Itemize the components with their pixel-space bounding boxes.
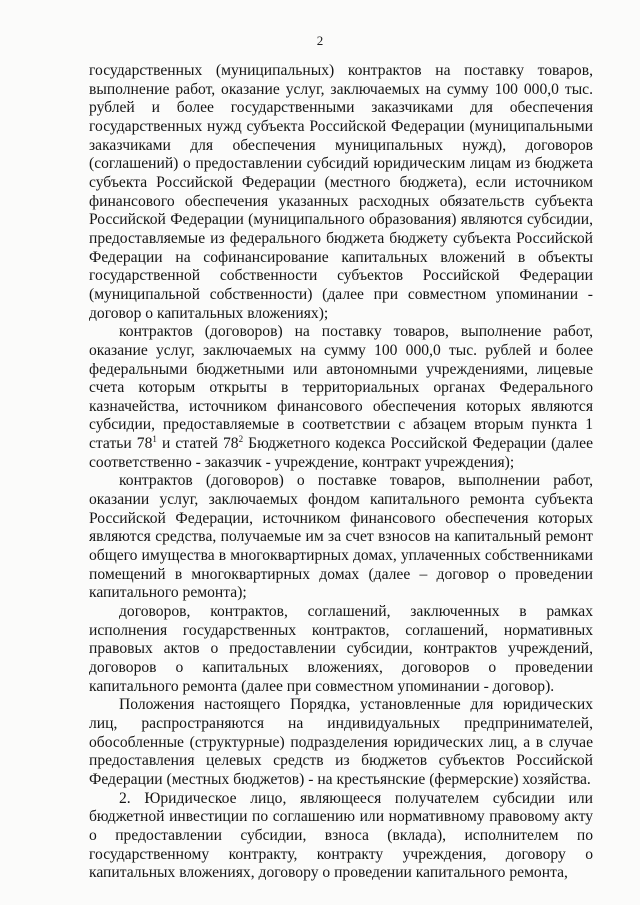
paragraph-contracts-subjects: государственных (муниципальных) контрактов на поставку товаров, выполнение работ, оказание услуг, заключаемых на сумму 100 000,0 тыс. рублей и более государственными заказчиками для обеспечения государственных нужд субъекта Российской Федерации (муниципальными заказчиками для обеспечения муниципальных нужд), договоров (соглашений) о предоставлении субсидий юридическим лицам из бюджета субъекта Российской Федерации (местного бюджета), если источником финансового обеспечения указанных расходных обязательств субъекта Российской Федерации (муниципального образования) являются субсидии, предоставляемые из федерального бюджета бюджету субъекта Российской Федерации на софинансирование капитальных вложений в объекты государственной собственности субъектов Российской Федерации (муниципальной собственности) (далее при совместном упоминании - договор о капитальных вложениях); [89,62,593,322]
paragraph-institution-contracts-text-b: и статей 78 [156,435,239,453]
paragraph-section-2: 2. Юридическое лицо, являющееся получателем субсидии или бюджетной инвестиции по соглашению или нормативному правовому акту о предоставлении субсидии, взноса (вклада), исполнителем по государственному контракту, контракту учреждения, договору о капитальных вложениях, договору о проведении капитального ремонта, [89,789,593,882]
document-body [89,62,593,883]
paragraph-capital-repair-fund: контрактов (договоров) о поставке товаров, выполнении работ, оказании услуг, заключаемых фондом капитального ремонта субъекта Российской Федерации, источником финансового обеспечения которых являются средства, получаемые им за счет взносов на капитальный ремонт общего имущества в многоквартирных домах, уплаченных собственниками помещений в многоквартирных домах (далее – договор о проведении капитального ремонта); [89,472,593,602]
paragraph-agreements: договоров, контрактов, соглашений, заключенных в рамках исполнения государственных контрактов, соглашений, нормативных правовых актов о предоставлении субсидии, контрактов учреждений, договоров о капитальных вложениях, договоров о проведении капитального ремонта (далее при совместном упоминании - договор). [89,603,593,695]
paragraph-institution-contracts-text-c: Бюджетного кодекса Российской Федерации (далее соответственно - заказчик - учреждение, контракт учреждения); [89,435,593,471]
paragraph-institution-contracts [89,323,593,472]
article-superscript-2: 2 [238,433,244,444]
article-superscript-1: 1 [152,433,157,444]
page-number: 2 [316,33,324,48]
paragraph-provisions-scope: Положения настоящего Порядка, установленные для юридических лиц, распространяются на индивидуальных предпринимателей, обособленные (структурные) подразделения юридических лиц, а в случае предоставления целевых средств из бюджетов субъектов Российской Федерации (местных бюджетов) - на крестьянские (фермерские) хозяйства. [89,696,593,788]
paragraph-institution-contracts-text-a: контрактов (договоров) на поставку товаров, выполнение работ, оказание услуг, заключаемых на сумму 100 000,0 тыс. рублей и более федеральными бюджетными или автономными учреждениями, лицевые счета которым открыты в территориальных органах Федерального казначейства, источником финансового обеспечения которых являются субсидии, предоставляемые в соответствии с абзацем вторым пункта 1 статьи 78 [89,323,593,453]
